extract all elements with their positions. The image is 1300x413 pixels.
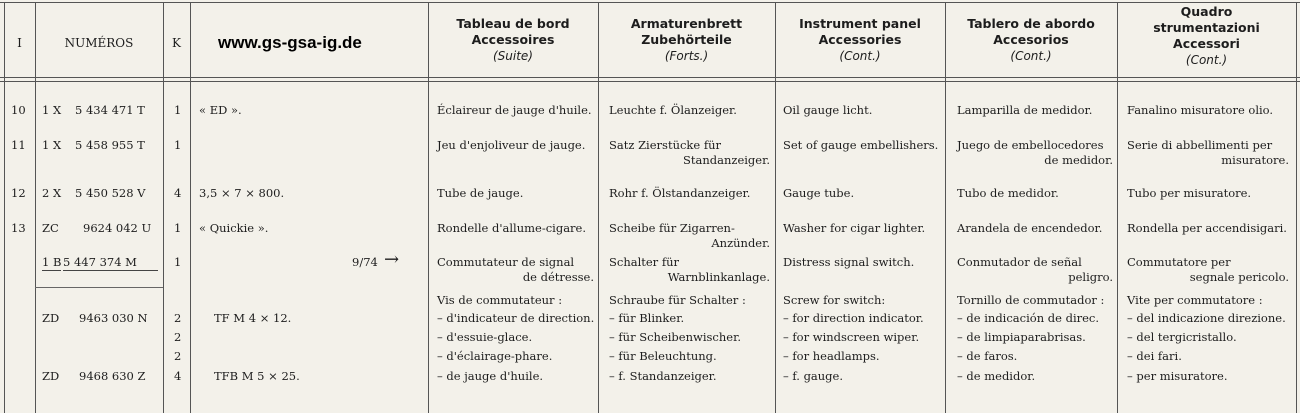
desc-es: – de medidor. [957,369,1036,383]
desc-it: – dei fari. [1127,349,1182,363]
specification: 3,5 × 7 × 800. [199,186,285,200]
desc-de-cont: Warnblinkanlage. [667,270,770,284]
header-french-sub: (Suite) [492,49,533,63]
row-divider [35,287,163,288]
header-french-title1: Tableau de bord [456,16,570,31]
part-number: 5 434 471 T [75,103,145,117]
desc-es: Tubo de medidor. [957,186,1059,200]
desc-es: – de limpiaparabrisas. [957,330,1086,344]
quantity: 2 [174,311,182,325]
modification-date: 9/74 [352,255,378,269]
desc-es: Lamparilla de medidor. [957,103,1093,117]
row-index: 10 [11,103,26,117]
desc-de: Scheibe für Zigarren- [609,221,735,235]
desc-es: – de faros. [957,349,1018,363]
part-prefix: ZC [42,221,59,235]
part-prefix: 1 B [42,255,62,269]
desc-en: – f. gauge. [783,369,844,383]
header-italian-title2: strumentazioni [1153,20,1260,35]
desc-de: Rohr f. Ölstandanzeiger. [609,186,751,200]
arrow-right-icon: → [384,249,400,270]
specification: « ED ». [199,103,242,117]
header-french [428,16,598,64]
desc-it: Commutatore per [1127,255,1231,269]
part-prefix: 2 X [42,186,62,200]
part-number: 5 458 955 T [75,138,145,152]
header-english-title2: Accessories [818,32,902,47]
desc-fr: Jeu d'enjoliveur de jauge. [437,138,586,152]
desc-fr: – de jauge d'huile. [437,369,544,383]
part-prefix: 1 X [42,138,62,152]
desc-it: Serie di abbellimenti per [1127,138,1273,152]
quantity: 4 [174,369,182,383]
website-watermark[interactable]: www.gs-gsa-ig.de [218,33,362,52]
header-english [775,16,945,64]
desc-en: Washer for cigar lighter. [783,221,926,235]
header-spanish [945,16,1117,64]
desc-en: – for windscreen wiper. [783,330,920,344]
part-prefix: ZD [42,311,60,325]
header-german-title2: Zubehörteile [641,32,732,47]
desc-it-cont: segnale pericolo. [1189,270,1289,284]
header-english-title1: Instrument panel [799,16,921,31]
part-number: 9624 042 U [83,221,152,235]
quantity: 2 [174,349,182,363]
desc-es: Tornillo de commutador : [957,293,1105,307]
header-italian-title1: Quadro [1180,4,1233,19]
desc-fr: – d'indicateur de direction. [437,311,595,325]
part-prefix: 1 X [42,103,62,117]
header-german-title1: Armaturenbrett [630,16,743,31]
header-col-k: K [172,36,181,50]
quantity: 2 [174,330,182,344]
desc-en: – for direction indicator. [783,311,924,325]
header-english-sub: (Cont.) [839,49,881,63]
header-spanish-sub: (Cont.) [1010,49,1052,63]
desc-fr: – d'essuie-glace. [437,330,533,344]
desc-de: Satz Zierstücke für [609,138,722,152]
desc-es: Arandela de encendedor. [957,221,1103,235]
header-col-numeros: NUMÉROS [64,36,134,50]
desc-en: Screw for switch: [783,293,886,307]
desc-de: – für Beleuchtung. [609,349,717,363]
desc-it: Rondella per accendisigari. [1127,221,1287,235]
desc-de: – für Scheibenwischer. [609,330,741,344]
desc-fr: Tube de jauge. [437,186,524,200]
part-number: 5 447 374 M [63,255,158,271]
header-spanish-title1: Tablero de abordo [967,16,1095,31]
quantity: 1 [174,221,182,235]
header-french-title2: Accessoires [471,32,555,47]
desc-en: Oil gauge licht. [783,103,873,117]
header-italian [1117,4,1296,68]
header-italian-title3: Accessori [1173,36,1240,51]
desc-fr: Éclaireur de jauge d'huile. [437,103,592,117]
header-col-i: I [17,36,22,50]
desc-it: Fanalino misuratore olio. [1127,103,1274,117]
desc-es-cont: peligro. [1068,270,1113,284]
desc-de: Schraube für Schalter : [609,293,746,307]
part-number: 9468 630 Z [79,369,146,383]
quantity: 1 [174,138,182,152]
quantity: 1 [174,103,182,117]
header-german-sub: (Forts.) [664,49,709,63]
desc-fr: – d'éclairage-phare. [437,349,553,363]
desc-it-cont: misuratore. [1221,153,1289,167]
desc-de: Schalter für [609,255,679,269]
desc-fr: Commutateur de signal [437,255,575,269]
part-number: 9463 030 N [79,311,148,325]
desc-en: – for headlamps. [783,349,880,363]
quantity: 4 [174,186,182,200]
desc-en: Set of gauge embellishers. [783,138,939,152]
specification: « Quickie ». [199,221,269,235]
desc-fr: Vis de commutateur : [437,293,563,307]
specification: TFB M 5 × 25. [214,369,300,383]
desc-de: Leuchte f. Ölanzeiger. [609,103,737,117]
desc-it: – del tergicristallo. [1127,330,1237,344]
desc-it: – del indicazione direzione. [1127,311,1286,325]
part-number: 5 450 528 V [75,186,146,200]
desc-it: Vite per commutatore : [1127,293,1263,307]
desc-de-cont: Standanzeiger. [683,153,770,167]
desc-it: Tubo per misuratore. [1127,186,1252,200]
desc-es: Juego de embellocedores [957,138,1104,152]
specification: TF M 4 × 12. [214,311,292,325]
header-italian-sub: (Cont.) [1185,53,1228,67]
desc-fr-cont: de détresse. [522,270,594,284]
desc-de-cont: Anzünder. [711,236,770,250]
desc-fr: Rondelle d'allume-cigare. [437,221,587,235]
part-prefix: ZD [42,369,60,383]
desc-it: – per misuratore. [1127,369,1228,383]
row-index: 11 [11,138,26,152]
row-index: 13 [11,221,26,235]
desc-de: – für Blinker. [609,311,685,325]
desc-es: – de indicación de direc. [957,311,1100,325]
header-spanish-title2: Accesorios [993,32,1069,47]
desc-es: Conmutador de señal [957,255,1082,269]
desc-es-cont: de medidor. [1044,153,1113,167]
desc-en: Distress signal switch. [783,255,915,269]
header-german [598,16,775,64]
row-index: 12 [11,186,26,200]
desc-en: Gauge tube. [783,186,855,200]
desc-de: – f. Standanzeiger. [609,369,717,383]
quantity: 1 [174,255,182,269]
